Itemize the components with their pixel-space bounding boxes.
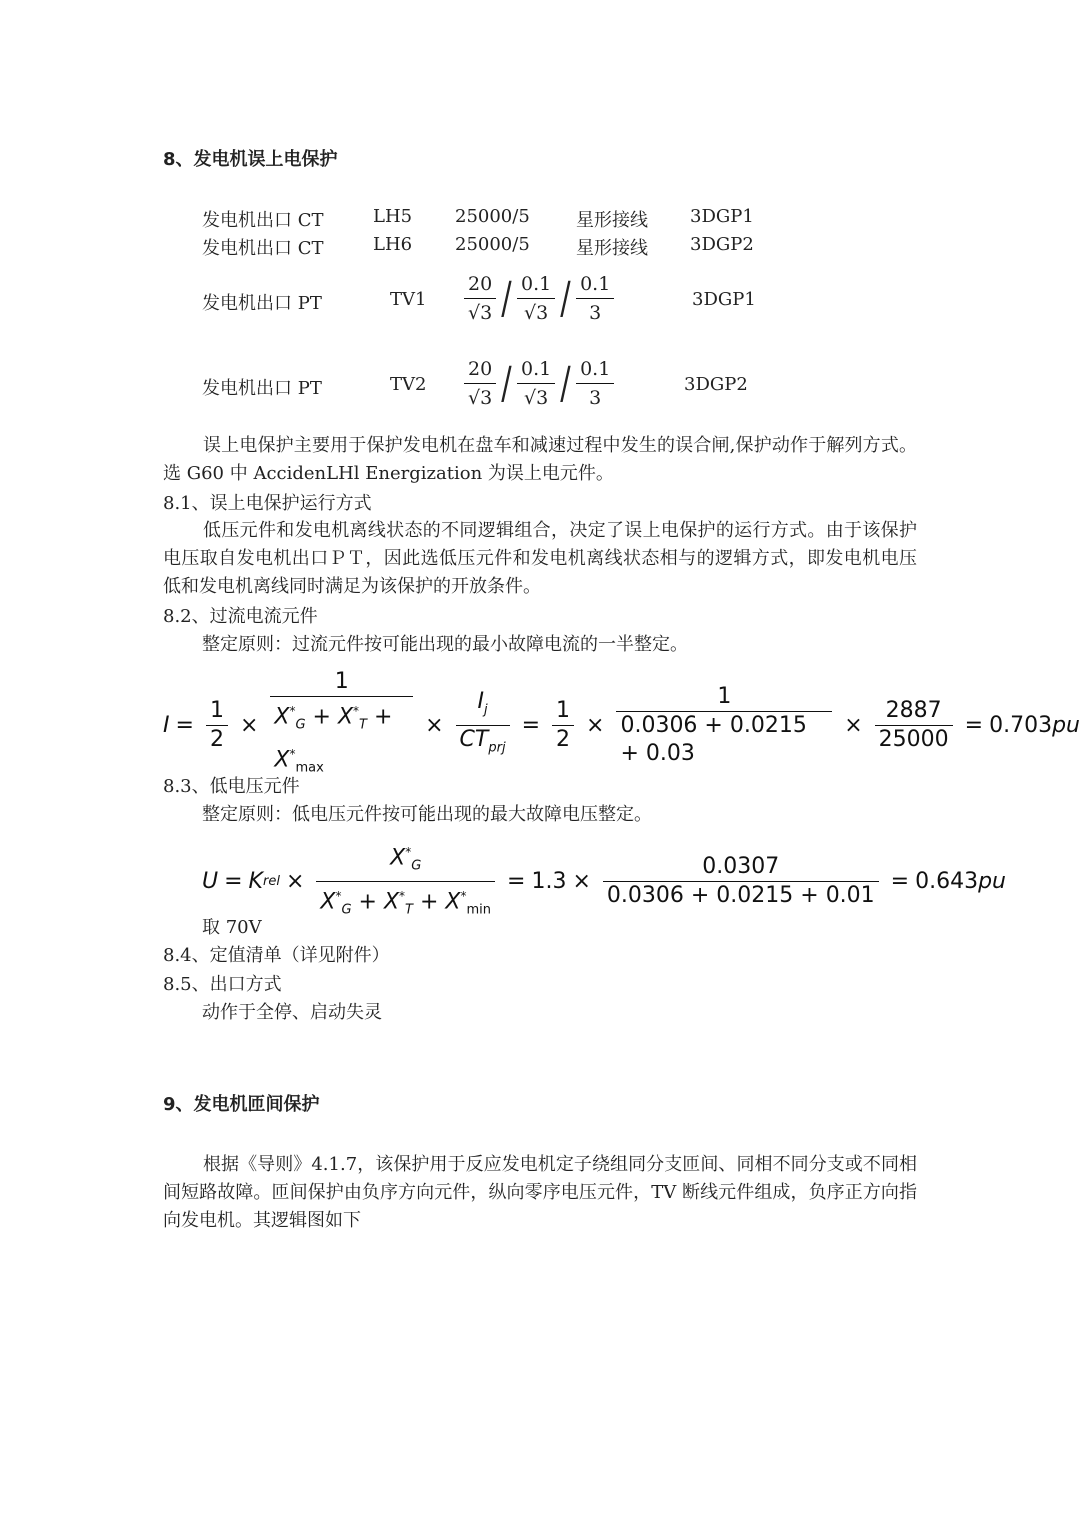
ct-wiring: 星形接线 <box>576 238 648 259</box>
pt-ratio-n2: 0.1 <box>521 358 552 380</box>
eq2-result: 0.643 <box>915 868 979 894</box>
pt-panel: 3DGP2 <box>684 374 748 395</box>
section-8-2-text: 整定原则：过流元件按可能出现的最小故障电流的一半整定。 <box>202 634 688 655</box>
eq1-k-num: 2887 <box>885 697 942 723</box>
section-8-1-title: 8.1、误上电保护运行方式 <box>163 493 372 514</box>
pt-name: 发电机出口 PT <box>202 378 322 399</box>
eq1-k-den: 25000 <box>878 726 949 752</box>
section-9-heading: 9、发电机匝间保护 <box>163 1094 320 1115</box>
eq2-num: 0.0307 <box>702 853 780 879</box>
eq2-lhs: U <box>202 868 219 894</box>
ct-name: 发电机出口 CT <box>202 210 324 231</box>
ct-panel: 3DGP2 <box>690 234 754 255</box>
overcurrent-equation: I = 1 2 × 1 $X^*_G + X^*_T + X^*_{max}$ × $I_j$ $CT_{prj}$ = 1 2 × 1 0.0306 + 0.0215 + 0.03 × 2887 25000 = 0.703 pu <box>163 669 1080 776</box>
pt-ratio-n3: 0.1 <box>580 273 611 295</box>
intro-paragraph: 误上电保护主要用于保护发电机在盘车和减速过程中发生的误合闸,保护动作于解列方式。选 G60 中 AccidenLHl Energization 为误上电元件。 <box>163 435 917 484</box>
pt-ratio-d3: 3 <box>589 387 602 409</box>
pt-ratio-d1: √3 <box>468 387 493 409</box>
ct-id: LH5 <box>373 206 413 227</box>
pt-ratio-n1: 20 <box>468 358 493 380</box>
ct-panel: 3DGP1 <box>690 206 754 227</box>
section-8-4-title: 8.4、定值清单（详见附件） <box>163 945 390 966</box>
pt-id: TV2 <box>390 374 427 395</box>
eq2-coef: 1.3 <box>531 868 567 894</box>
eq1-result: 0.703 <box>989 712 1053 738</box>
pt-ratio: 20 √3 / 0.1 √3 / 0.1 3 <box>462 270 616 327</box>
section-8-heading: 8、发电机误上电保护 <box>163 149 338 170</box>
pt-ratio-d3: 3 <box>589 302 602 324</box>
ct-ratio: 25000/5 <box>455 234 530 255</box>
pt-ratio-n2: 0.1 <box>521 273 552 295</box>
eq2-denominator: 0.0306 + 0.0215 + 0.01 <box>606 882 875 908</box>
pt-ratio-d2: √3 <box>524 387 549 409</box>
eq1-one: 1 <box>334 669 349 694</box>
section-8-3-text: 整定原则：低电压元件按可能出现的最大故障电压整定。 <box>202 804 652 825</box>
pt-id: TV1 <box>390 289 427 310</box>
section-8-5-text: 动作于全停、启动失灵 <box>202 1002 382 1023</box>
pt-name: 发电机出口 PT <box>202 293 322 314</box>
eq1-half-d: 2 <box>209 726 224 752</box>
ct-id: LH6 <box>373 234 413 255</box>
section-8-3-title: 8.3、低电压元件 <box>163 776 300 797</box>
eq2-unit: pu <box>978 868 1007 894</box>
pt-ratio-d2: √3 <box>524 302 549 324</box>
pt-ratio-n3: 0.1 <box>580 358 611 380</box>
undervoltage-equation: U = K rel × $X^*_G$ $X^*_G + X^*_T + X^*_{min}$ = 1.3 × 0.0307 0.0306 + 0.0215 + 0.01 = 0.643 pu <box>202 845 1007 918</box>
pt-ratio-d1: √3 <box>468 302 493 324</box>
ct-name: 发电机出口 CT <box>202 238 324 259</box>
pt-ratio: 20 √3 / 0.1 √3 / 0.1 3 <box>462 355 616 412</box>
eq1-half-n: 1 <box>209 697 224 723</box>
pt-panel: 3DGP1 <box>692 289 756 310</box>
pt-ratio-n1: 20 <box>468 273 493 295</box>
section-8-2-title: 8.2、过流电流元件 <box>163 606 318 627</box>
section-8-5-title: 8.5、出口方式 <box>163 974 282 995</box>
ct-wiring: 星形接线 <box>576 210 648 231</box>
take-value: 取 70V <box>202 917 262 938</box>
ct-ratio: 25000/5 <box>455 206 530 227</box>
eq1-unit: pu <box>1052 712 1080 738</box>
eq1-lhs: I <box>163 712 170 738</box>
eq1-denominator: 0.0306 + 0.0215 + 0.03 <box>620 712 807 766</box>
section-9-text: 根据《导则》4.1.7，该保护用于反应发电机定子绕组同分支匝间、同相不同分支或不同相间短路故障。匝间保护由负序方向元件，纵向零序电压元件，TV 断线元件组成，负序正方向指向发电机。其逻辑图如下 <box>163 1154 917 1231</box>
section-8-1-text: 低压元件和发电机离线状态的不同逻辑组合，决定了误上电保护的运行方式。由于该保护电压取自发电机出口ＰＴ，因此选低压元件和发电机离线状态相与的逻辑方式，即发电机电压低和发电机离线同时满足为该保护的开放条件。 <box>163 520 917 597</box>
